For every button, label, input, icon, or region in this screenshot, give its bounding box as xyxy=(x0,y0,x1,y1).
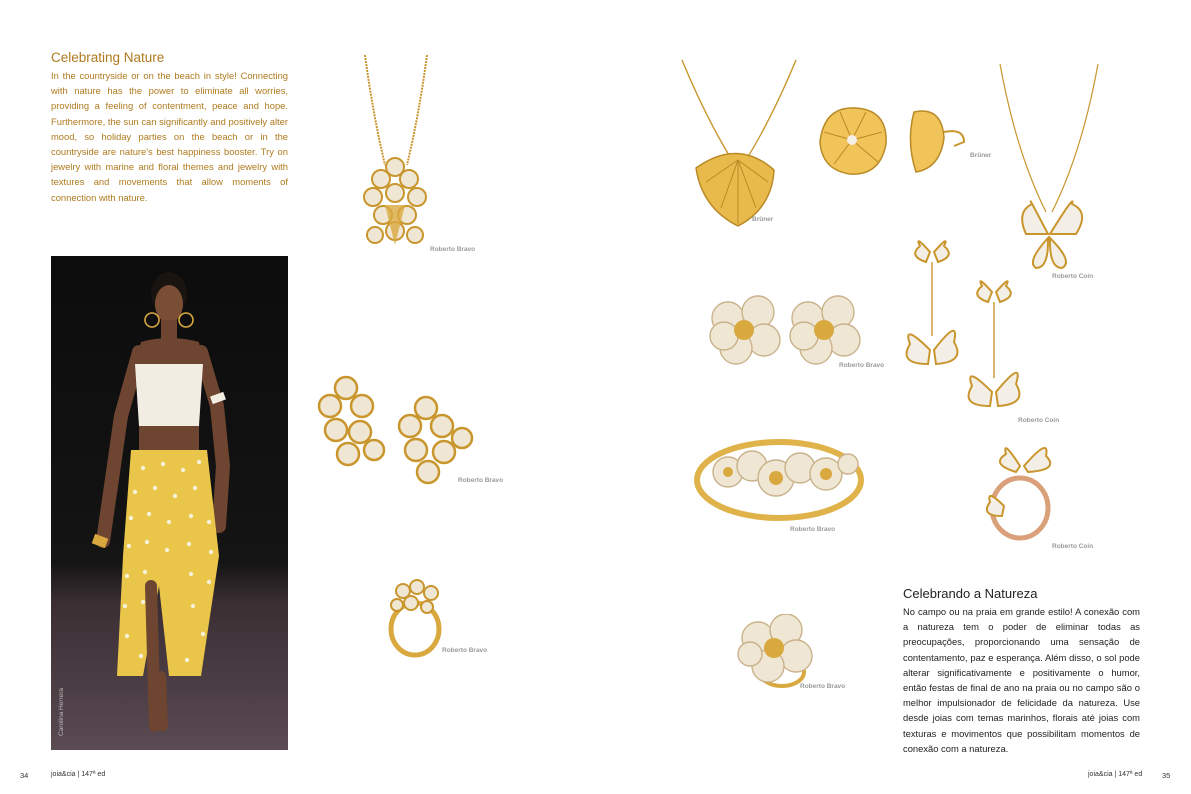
credit-roberto-bravo-bangle: Roberto Bravo xyxy=(790,526,836,533)
butterfly-drop-earrings xyxy=(900,232,1032,424)
credit-roberto-bravo-earrings: Roberto Bravo xyxy=(458,477,504,484)
credit-roberto-coin-earrings: Roberto Coin xyxy=(1018,417,1060,424)
right-page-title: Celebrando a Natureza xyxy=(903,586,1038,601)
flower-bangle xyxy=(692,430,866,526)
credit-roberto-bravo-ring: Roberto Bravo xyxy=(442,647,488,654)
pearl-flower-ring xyxy=(736,614,816,690)
pearl-flower-stud-earrings xyxy=(706,290,862,366)
butterfly-ring xyxy=(980,436,1064,544)
credit-roberto-bravo-studs: Roberto Bravo xyxy=(839,362,885,369)
left-page-body: In the countryside or on the beach in style! Connecting with nature has the power to eliminate all worries, providing a feeling of contentment, peace and hope. Furthermore, the sun can significantly and positively alter mood, so holiday parties on the beach or in the countryside are nature's best happiness booster. Try on jewelry with marine and floral themes and jewelry with textures and movements that allow moments of connection with nature. xyxy=(51,70,288,203)
flower-ring xyxy=(383,577,447,659)
left-footer-magazine: joia&cia | 147ª ed xyxy=(51,771,106,778)
right-page-number: 35 xyxy=(1162,771,1171,780)
credit-roberto-coin-ring: Roberto Coin xyxy=(1052,543,1094,550)
credit-roberto-coin-necklace: Roberto Coin xyxy=(1052,273,1094,280)
flower-cluster-pendant-necklace xyxy=(355,55,437,260)
photo-credit: Carolina Herrera xyxy=(58,687,65,736)
runway-photo xyxy=(51,256,288,750)
left-page-title: Celebrating Nature xyxy=(51,50,165,65)
left-page-number: 34 xyxy=(20,771,29,780)
right-footer-magazine: joia&cia | 147ª ed xyxy=(1088,771,1143,778)
fan-shell-earrings xyxy=(814,102,974,182)
credit-roberto-bravo-flower-ring: Roberto Bravo xyxy=(800,683,846,690)
right-page-body: No campo ou na praia em grande estilo! A conexão com a natureza tem o poder de eliminar todas as preocupações, proporcionando uma sensação de contentamento, paz e esperança. Além disso, o sol pode alterar significativamente e positivamente o humor, então festas de final de ano na praia ou no campo são o melhor impulsionador de felicidade da natureza. Use desde joias com temas marinhos, florais até joias com texturas e movimentos que possibilitam momentos de conexão com a natureza. xyxy=(903,606,1140,754)
credit-bruner-pendant: Brüner xyxy=(752,216,774,223)
runway-model-illustration xyxy=(51,256,288,750)
credit-roberto-bravo-necklace: Roberto Bravo xyxy=(430,246,476,253)
flower-cluster-earrings xyxy=(316,374,480,486)
credit-bruner-earrings: Brüner xyxy=(970,152,992,159)
leaf-pendant-necklace xyxy=(676,58,802,238)
